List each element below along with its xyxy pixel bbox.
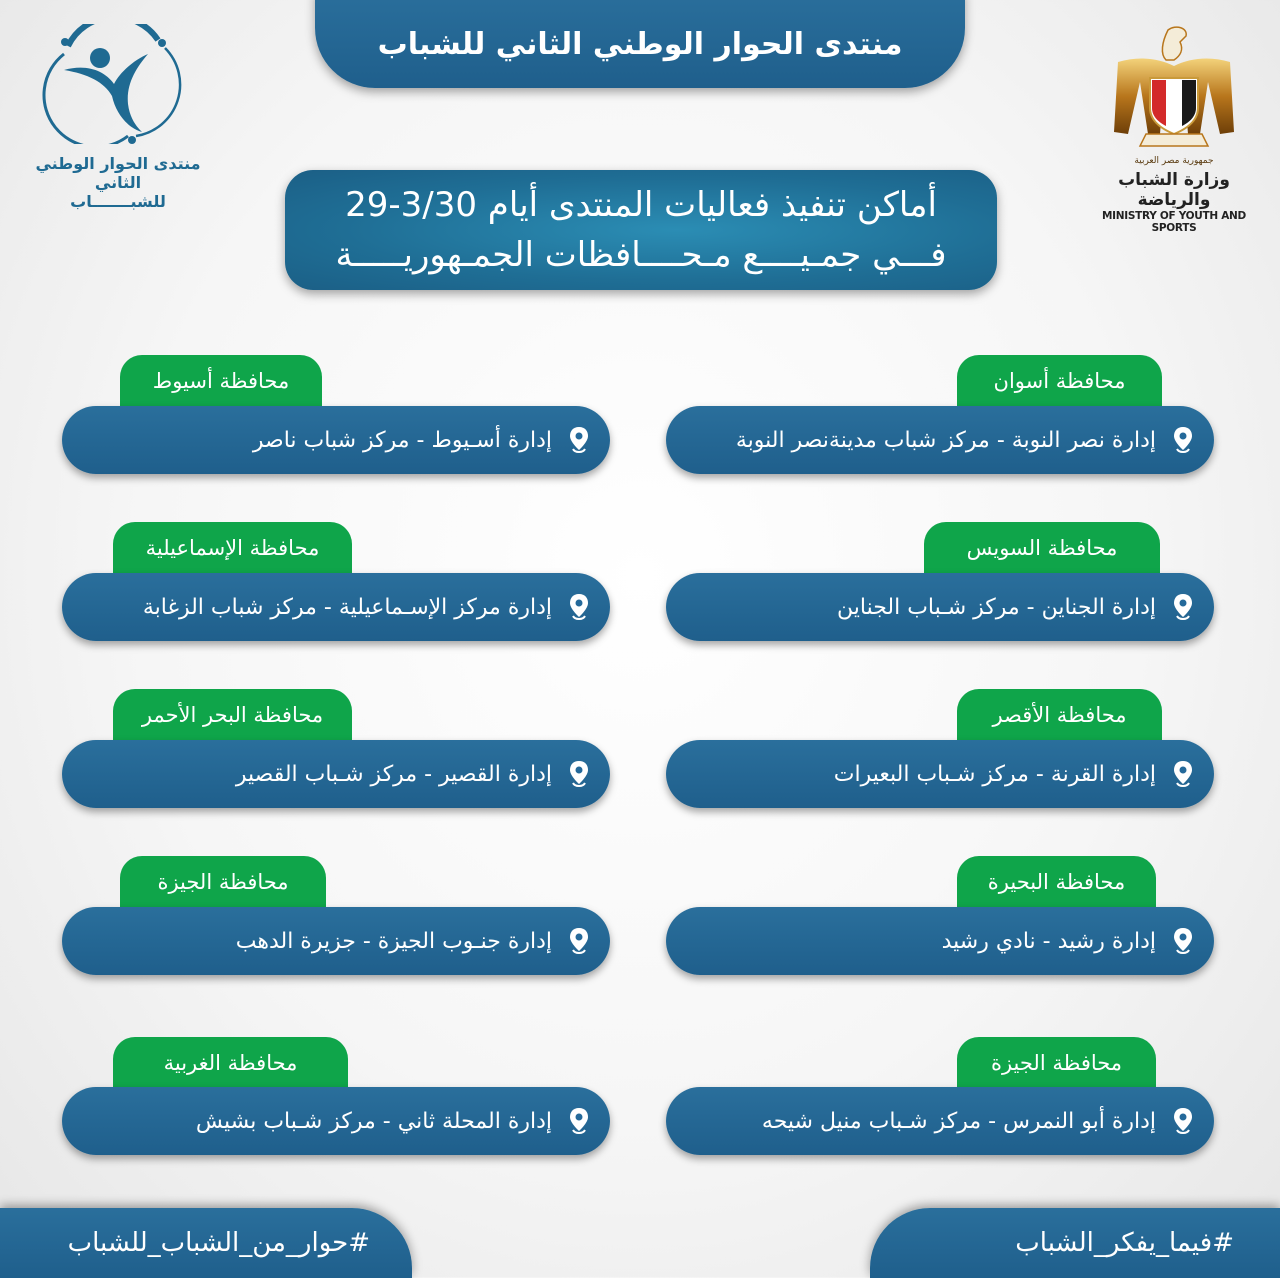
ministry-name-arabic: وزارة الشباب والرياضة — [1118, 170, 1230, 210]
location-pin-icon — [1172, 927, 1194, 955]
governorate-tab: محافظة الغربية — [113, 1037, 348, 1089]
location-card — [62, 406, 610, 474]
location-card — [666, 1087, 1214, 1155]
forum-logo-line2: للشبـــــــاب — [70, 192, 166, 211]
page-title: منتدى الحوار الوطني الثاني للشباب — [377, 26, 903, 62]
location-card — [666, 907, 1214, 975]
location-pin-icon — [568, 927, 590, 955]
subtitle-banner — [285, 170, 997, 290]
location-card — [62, 740, 610, 808]
venue-text: إدارة نصر النوبة - مركز شباب مدينةنصر النوبة — [735, 427, 1156, 453]
location-card — [62, 1087, 610, 1155]
forum-logo — [28, 24, 208, 214]
venue-text: إدارة مركز الإسـماعيلية - مركز شباب الزغابة — [142, 594, 552, 620]
location-pin-icon — [1172, 593, 1194, 621]
location-card — [666, 740, 1214, 808]
subtitle-line2: فـــي جمـيــــع مـحــــافظات الجمـهوريـــــة — [335, 235, 947, 275]
location-card — [62, 907, 610, 975]
eagle-emblem-icon — [1088, 22, 1260, 160]
governorate-tab: محافظة الأقصر — [957, 689, 1162, 741]
location-pin-icon — [568, 426, 590, 454]
location-pin-icon — [1172, 760, 1194, 788]
location-pin-icon — [568, 593, 590, 621]
hashtag-right-bar — [870, 1208, 1280, 1278]
ministry-logo — [1088, 22, 1260, 234]
location-pin-icon — [1172, 1107, 1194, 1135]
venue-text: إدارة الجناين - مركز شـباب الجناين — [837, 594, 1156, 620]
hashtag-right: #فيما_يفكر_الشباب — [1015, 1228, 1234, 1258]
hashtag-left-bar — [0, 1208, 412, 1278]
location-card — [62, 573, 610, 641]
location-pin-icon — [568, 760, 590, 788]
venue-text: إدارة القصير - مركز شـباب القصير — [235, 761, 552, 787]
location-card — [666, 406, 1214, 474]
governorate-tab: محافظة الجيزة — [957, 1037, 1156, 1089]
venue-text: إدارة المحلة ثاني - مركز شـباب بشيش — [195, 1108, 552, 1134]
governorate-tab: محافظة السويس — [924, 522, 1160, 574]
location-pin-icon — [1172, 426, 1194, 454]
governorate-tab: محافظة البحر الأحمر — [113, 689, 352, 741]
subtitle-line1: أماكن تنفيذ فعاليات المنتدى أيام 3/30-29 — [345, 185, 937, 225]
venue-text: إدارة أسـيوط - مركز شباب ناصر — [252, 427, 552, 453]
governorate-tab: محافظة الجيزة — [120, 856, 326, 908]
hashtag-left: #حوار_من_الشباب_للشباب — [67, 1228, 370, 1258]
forum-logo-emblem-icon — [28, 24, 208, 144]
venue-text: إدارة القرنة - مركز شـباب البعيرات — [833, 761, 1156, 787]
location-pin-icon — [568, 1107, 590, 1135]
governorate-tab: محافظة الإسماعيلية — [113, 522, 352, 574]
forum-logo-line1: منتدى الحوار الوطني الثاني — [35, 154, 201, 192]
governorate-tab: محافظة البحيرة — [957, 856, 1156, 908]
venue-text: إدارة جنـوب الجيزة - جزيرة الدهب — [235, 928, 552, 954]
governorate-tab: محافظة أسيوط — [120, 355, 322, 407]
header-title-banner — [315, 0, 965, 88]
location-card — [666, 573, 1214, 641]
venue-text: إدارة أبو النمرس - مركز شـباب منيل شيحه — [761, 1108, 1156, 1134]
venue-text: إدارة رشيد - نادي رشيد — [941, 928, 1156, 954]
governorate-tab: محافظة أسوان — [957, 355, 1162, 407]
ministry-name-english: MINISTRY OF YOUTH AND SPORTS — [1102, 210, 1246, 234]
emblem-caption: جمهورية مصر العربية — [1134, 156, 1214, 166]
